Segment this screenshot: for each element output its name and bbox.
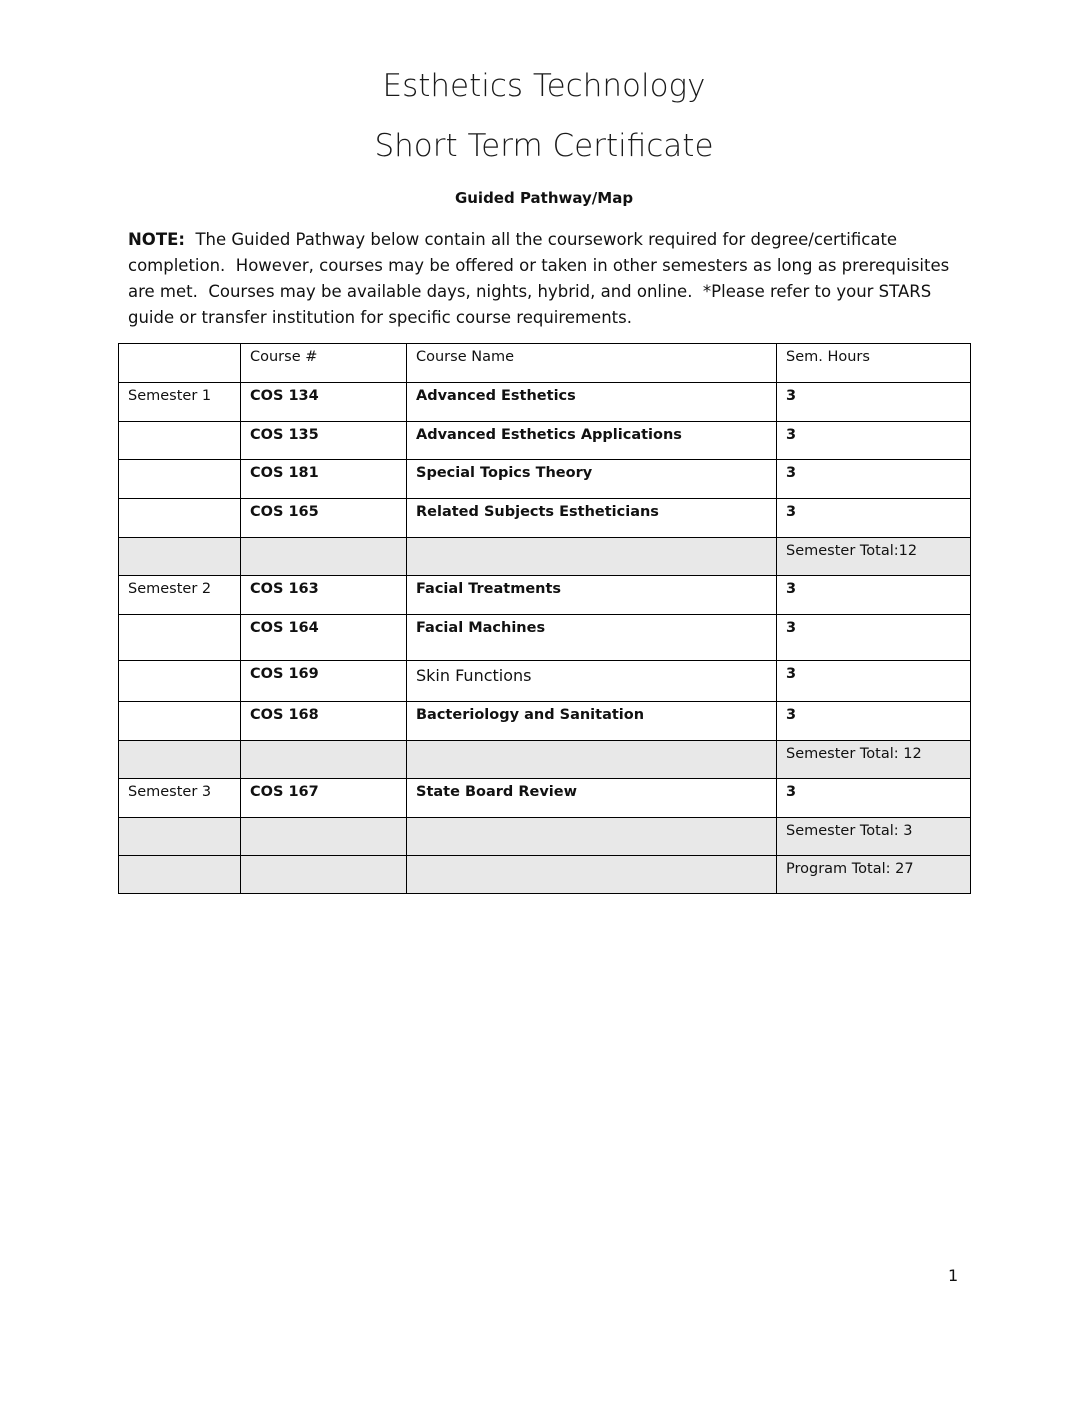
course-number-cell: COS 168	[241, 702, 407, 741]
guided-pathway-table	[118, 343, 971, 894]
semester-cell	[119, 538, 241, 576]
semester-cell	[119, 856, 241, 894]
course-name-cell: Related Subjects Estheticians	[407, 499, 777, 538]
course-name-cell: Facial Treatments	[407, 576, 777, 615]
semester-total-cell: Semester Total:12	[777, 538, 971, 576]
course-name-cell	[407, 538, 777, 576]
semester-total-row	[119, 818, 971, 856]
table-row	[119, 576, 971, 615]
document-title: Esthetics Technology	[382, 68, 706, 104]
course-number-cell: COS 181	[241, 460, 407, 499]
program-total-cell: Program Total: 27	[777, 856, 971, 894]
course-name-cell	[407, 818, 777, 856]
course-name-cell: State Board Review	[407, 779, 777, 818]
document-subtitle: Short Term Certificate	[374, 128, 714, 164]
course-number-cell: COS 167	[241, 779, 407, 818]
course-number-cell: COS 164	[241, 615, 407, 661]
course-name-cell: Advanced Esthetics	[407, 383, 777, 422]
table-row	[119, 661, 971, 702]
table-row	[119, 460, 971, 499]
section-heading: Guided Pathway/Map	[454, 189, 634, 207]
semester-cell: Semester 1	[119, 383, 241, 422]
course-name-cell	[407, 741, 777, 779]
hours-cell: 3	[777, 702, 971, 741]
semester-cell	[119, 422, 241, 460]
table-row	[119, 383, 971, 422]
course-name-cell	[407, 856, 777, 894]
table-row	[119, 779, 971, 818]
header-cell-course-number: Course #	[241, 344, 407, 383]
hours-cell: 3	[777, 422, 971, 460]
course-number-cell: COS 165	[241, 499, 407, 538]
semester-cell	[119, 661, 241, 702]
hours-cell: 3	[777, 576, 971, 615]
semester-total-row	[119, 538, 971, 576]
semester-total-cell: Semester Total: 3	[777, 818, 971, 856]
semester-total-row	[119, 741, 971, 779]
course-name-cell: Facial Machines	[407, 615, 777, 661]
table-header-row	[119, 344, 971, 383]
table-row	[119, 702, 971, 741]
note-text: The Guided Pathway below contain all the coursework required for degree/certificate completion. However, courses may be offered or taken in other semesters as long as prerequisites are met. Courses may be available days, nights, hybrid, and online. *Please refer to your STARS guide or transfer institution for specific course requirements.	[128, 230, 955, 327]
hours-cell: 3	[777, 615, 971, 661]
hours-cell: 3	[777, 499, 971, 538]
header-cell-sem-hours: Sem. Hours	[777, 344, 971, 383]
course-number-cell	[241, 856, 407, 894]
course-number-cell	[241, 538, 407, 576]
hours-cell: 3	[777, 661, 971, 702]
page-number: 1	[948, 1266, 959, 1285]
semester-cell	[119, 702, 241, 741]
course-number-cell: COS 134	[241, 383, 407, 422]
course-number-cell: COS 135	[241, 422, 407, 460]
course-name-cell: Skin Functions	[407, 661, 777, 702]
note-paragraph	[128, 227, 968, 331]
course-number-cell	[241, 818, 407, 856]
hours-cell: 3	[777, 779, 971, 818]
semester-cell	[119, 499, 241, 538]
course-name-cell: Bacteriology and Sanitation	[407, 702, 777, 741]
hours-cell: 3	[777, 460, 971, 499]
table-row	[119, 422, 971, 460]
hours-cell: 3	[777, 383, 971, 422]
program-total-row	[119, 856, 971, 894]
semester-cell	[119, 460, 241, 499]
semester-cell	[119, 818, 241, 856]
table-row	[119, 615, 971, 661]
course-number-cell: COS 163	[241, 576, 407, 615]
semester-cell	[119, 615, 241, 661]
header-cell-semester	[119, 344, 241, 383]
course-name-cell: Special Topics Theory	[407, 460, 777, 499]
semester-cell: Semester 3	[119, 779, 241, 818]
header-cell-course-name: Course Name	[407, 344, 777, 383]
semester-cell: Semester 2	[119, 576, 241, 615]
table-row	[119, 499, 971, 538]
course-name-cell: Advanced Esthetics Applications	[407, 422, 777, 460]
semester-total-cell: Semester Total: 12	[777, 741, 971, 779]
course-number-cell: COS 169	[241, 661, 407, 702]
note-label: NOTE:	[128, 230, 185, 249]
course-number-cell	[241, 741, 407, 779]
semester-cell	[119, 741, 241, 779]
